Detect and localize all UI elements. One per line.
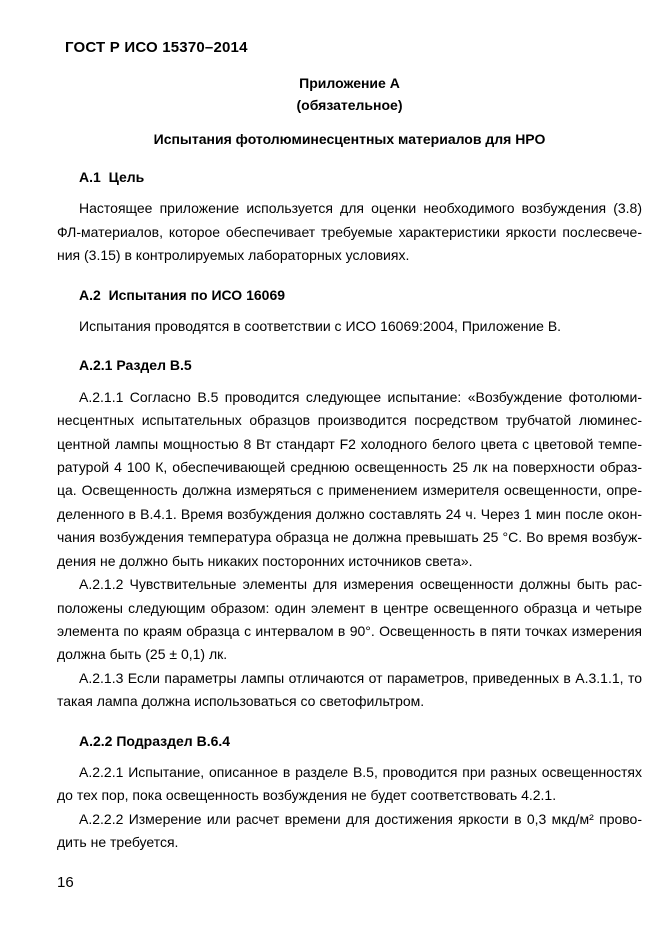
paragraph <box>57 667 642 714</box>
text-line: дения не должно быть никаких посторонних источников света». <box>57 552 473 569</box>
text-line: элемента по краям образца с интервалом в 90°. Освещенность в пяти точках измерения <box>57 622 642 639</box>
appendix-status: (обязательное) <box>296 97 403 113</box>
text-line: ратурой 4 100 К, обеспечивающей среднюю освещенность 25 лк на поверхности образ- <box>57 459 642 476</box>
text-line: ния (3.15) в контролируемых лабораторных условиях. <box>57 247 410 264</box>
text-line: такая лампа должна использоваться со светофильтром. <box>57 693 425 710</box>
running-header: ГОСТ Р ИСО 15370–2014 <box>65 39 248 56</box>
appendix-label: Приложение А <box>299 75 400 91</box>
text-line: должна быть (25 ± 0,1) лк. <box>57 646 228 663</box>
text-line: А.2.2.2 Измерение или расчет времени для достижения яркости в 0,3 мкд/м² прово- <box>79 810 642 827</box>
text-line: дить не требуется. <box>57 834 179 851</box>
text-line: А.2.1.1 Согласно В.5 проводится следующее испытание: «Возбуждение фотолюми- <box>79 388 642 405</box>
section-heading: А.2.1 Раздел В.5 <box>79 357 192 374</box>
section-heading: А.2 Испытания по ИСО 16069 <box>79 286 286 303</box>
text-line: центной лампы мощностью 8 Вт стандарт F2 холодного белого цвета с цветовой темпе- <box>57 435 642 452</box>
paragraph <box>57 761 642 808</box>
text-line: ца. Освещенность должна измеряться с применением измерителя освещенности, опре- <box>57 482 642 499</box>
text-line: А.2.1.3 Если параметры лампы отличаются от параметров, приведенных в А.3.1.1, то <box>79 669 642 686</box>
paragraph <box>57 315 642 338</box>
text-line: А.2.2.1 Испытание, описанное в разделе В.5, проводится при разных освещенностях <box>79 763 642 780</box>
paragraph <box>57 573 642 667</box>
text-line: положены следующим образом: один элемент в центре освещенного образца и четыре <box>57 599 642 616</box>
text-line: несцентных испытательных образцов производится посредством трубчатой люминес- <box>57 412 642 429</box>
appendix-heading-block <box>57 72 642 150</box>
document-body <box>57 166 642 855</box>
text-line: Испытания проводятся в соответствии с ИСО 16069:2004, Приложение В. <box>79 318 562 335</box>
paragraph <box>57 386 642 573</box>
text-line: ФЛ-материалов, которое обеспечивает требуемые характеристики яркости послесвече- <box>57 223 642 240</box>
section-heading: А.1 Цель <box>79 169 145 185</box>
paragraph <box>57 197 642 267</box>
paragraph <box>57 808 642 855</box>
text-line: до тех пор, пока освещенность возбуждения не будет соответствовать 4.2.1. <box>57 787 557 804</box>
text-line: Настоящее приложение используется для оценки необходимого возбуждения (3.8) <box>79 200 642 217</box>
text-line: чания возбуждения температура образца не должна превышать 25 °С. Во время возбуж- <box>57 529 642 546</box>
text-line: деленного в В.4.1. Время возбуждения должно составлять 24 ч. Через 1 мин после окон- <box>57 505 642 522</box>
text-line: А.2.1.2 Чувствительные элементы для измерения освещенности должны быть рас- <box>79 576 642 593</box>
section-heading: А.2.2 Подраздел В.6.4 <box>79 732 231 749</box>
page-number: 16 <box>57 874 74 891</box>
appendix-title: Испытания фотолюминесцентных материалов для НРО <box>153 131 546 147</box>
